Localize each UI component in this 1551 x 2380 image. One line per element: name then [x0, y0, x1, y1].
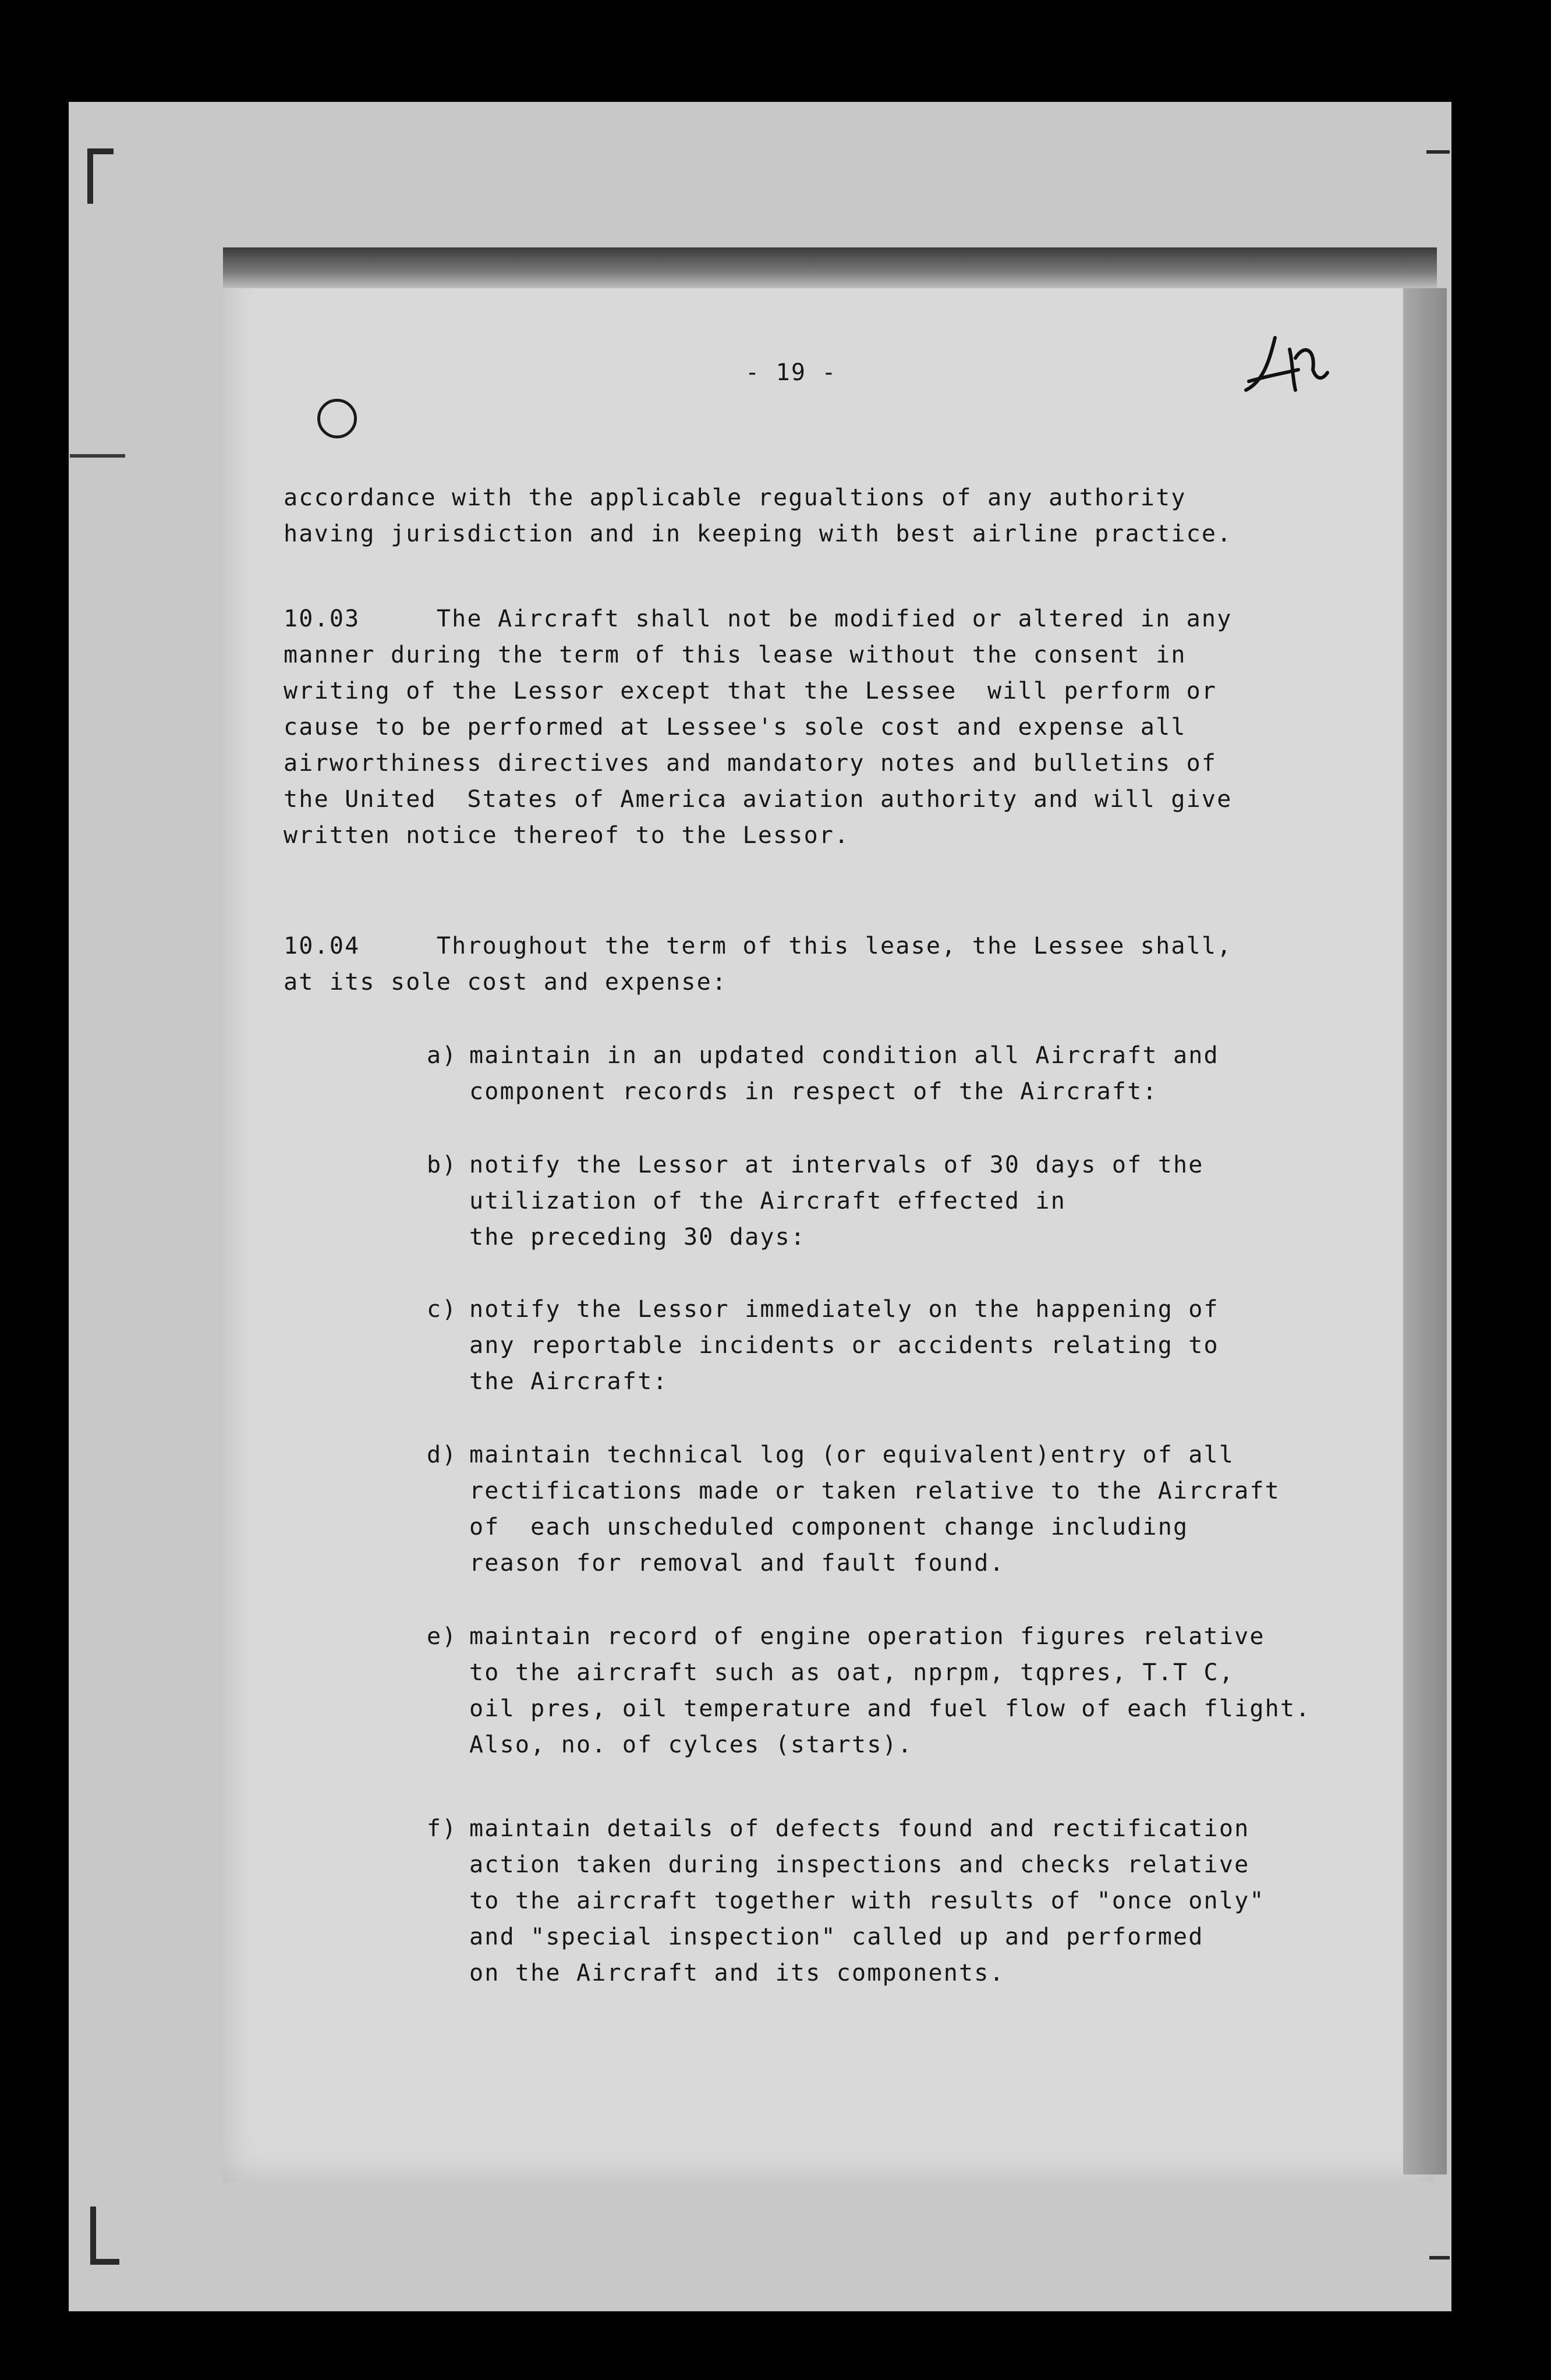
clause-10-04-line: at its sole cost and expense:	[284, 969, 728, 996]
list-item-line: maintain record of engine operation figures relative	[469, 1623, 1265, 1650]
list-item-line: maintain details of defects found and rectification	[469, 1815, 1250, 1842]
list-item-label: b)	[427, 1152, 458, 1178]
crop-mark-bottom-right	[1429, 2256, 1450, 2259]
list-item-line: oil pres, oil temperature and fuel flow of each flight.	[469, 1695, 1311, 1722]
list-item-line: the preceding 30 days:	[469, 1224, 806, 1251]
handwritten-initials	[1234, 326, 1333, 402]
clause-10-03-line: cause to be performed at Lessee's sole cost and expense all	[284, 714, 1187, 741]
list-item-label: f)	[427, 1815, 458, 1842]
list-item-line: on the Aircraft and its components.	[469, 1960, 1005, 1986]
clause-10-04-line: 10.04 Throughout the term of this lease, the Lessee shall,	[284, 933, 1233, 959]
list-item-line: of each unscheduled component change including	[469, 1514, 1189, 1540]
clause-10-03-line: airworthiness directives and mandatory notes and bulletins of	[284, 750, 1217, 777]
list-item-label: e)	[427, 1623, 458, 1650]
list-item-line: and "special inspection" called up and performed	[469, 1924, 1204, 1950]
list-item-line: rectifications made or taken relative to the Aircraft	[469, 1478, 1280, 1504]
crop-mark-top-right	[1426, 150, 1450, 154]
list-item-line: component records in respect of the Aircraft:	[469, 1078, 1158, 1105]
list-item-label: c)	[427, 1296, 458, 1323]
list-item-line: notify the Lessor at intervals of 30 days of the	[469, 1152, 1204, 1178]
list-item-line: the Aircraft:	[469, 1368, 668, 1395]
list-item-line: reason for removal and fault found.	[469, 1550, 1005, 1577]
clause-10-03-line: 10.03 The Aircraft shall not be modified or altered in any	[284, 605, 1233, 632]
list-item-line: to the aircraft together with results of "once only"	[469, 1887, 1265, 1914]
clause-10-03-line: written notice thereof to the Lessor.	[284, 822, 850, 849]
text-line: accordance with the applicable regualtions of any authority	[284, 484, 1187, 511]
margin-dash	[70, 454, 125, 458]
list-item-line: to the aircraft such as oat, nprpm, tqpres, T.T C,	[469, 1659, 1235, 1686]
list-item-line: utilization of the Aircraft effected in	[469, 1188, 1066, 1214]
list-item-line: notify the Lessor immediately on the happening of	[469, 1296, 1219, 1323]
text-line: having jurisdiction and in keeping with best airline practice.	[284, 520, 1233, 547]
clause-10-03-line: manner during the term of this lease without the consent in	[284, 642, 1187, 668]
clause-10-03-line: writing of the Lessor except that the Lessee will perform or	[284, 678, 1217, 704]
list-item-line: Also, no. of cylces (starts).	[469, 1731, 913, 1758]
page-top-edge	[223, 247, 1437, 288]
punch-hole	[317, 399, 357, 438]
list-item-label: d)	[427, 1442, 458, 1468]
clause-10-03-line: the United States of America aviation authority and will give	[284, 786, 1233, 813]
list-item-line: any reportable incidents or accidents relating to	[469, 1332, 1219, 1359]
list-item-label: a)	[427, 1042, 458, 1069]
crop-mark-bottom-left	[90, 2207, 96, 2265]
crop-mark-top-left-h	[87, 148, 114, 154]
page-number: - 19 -	[745, 359, 837, 386]
crop-mark-bottom-left-h	[90, 2259, 119, 2265]
list-item-line: maintain in an updated condition all Aircraft and	[469, 1042, 1219, 1069]
list-item-line: action taken during inspections and checks relative	[469, 1851, 1250, 1878]
page-right-edge	[1403, 288, 1447, 2174]
crop-mark-top-left	[87, 148, 93, 204]
list-item-line: maintain technical log (or equivalent)entry of all	[469, 1442, 1235, 1468]
